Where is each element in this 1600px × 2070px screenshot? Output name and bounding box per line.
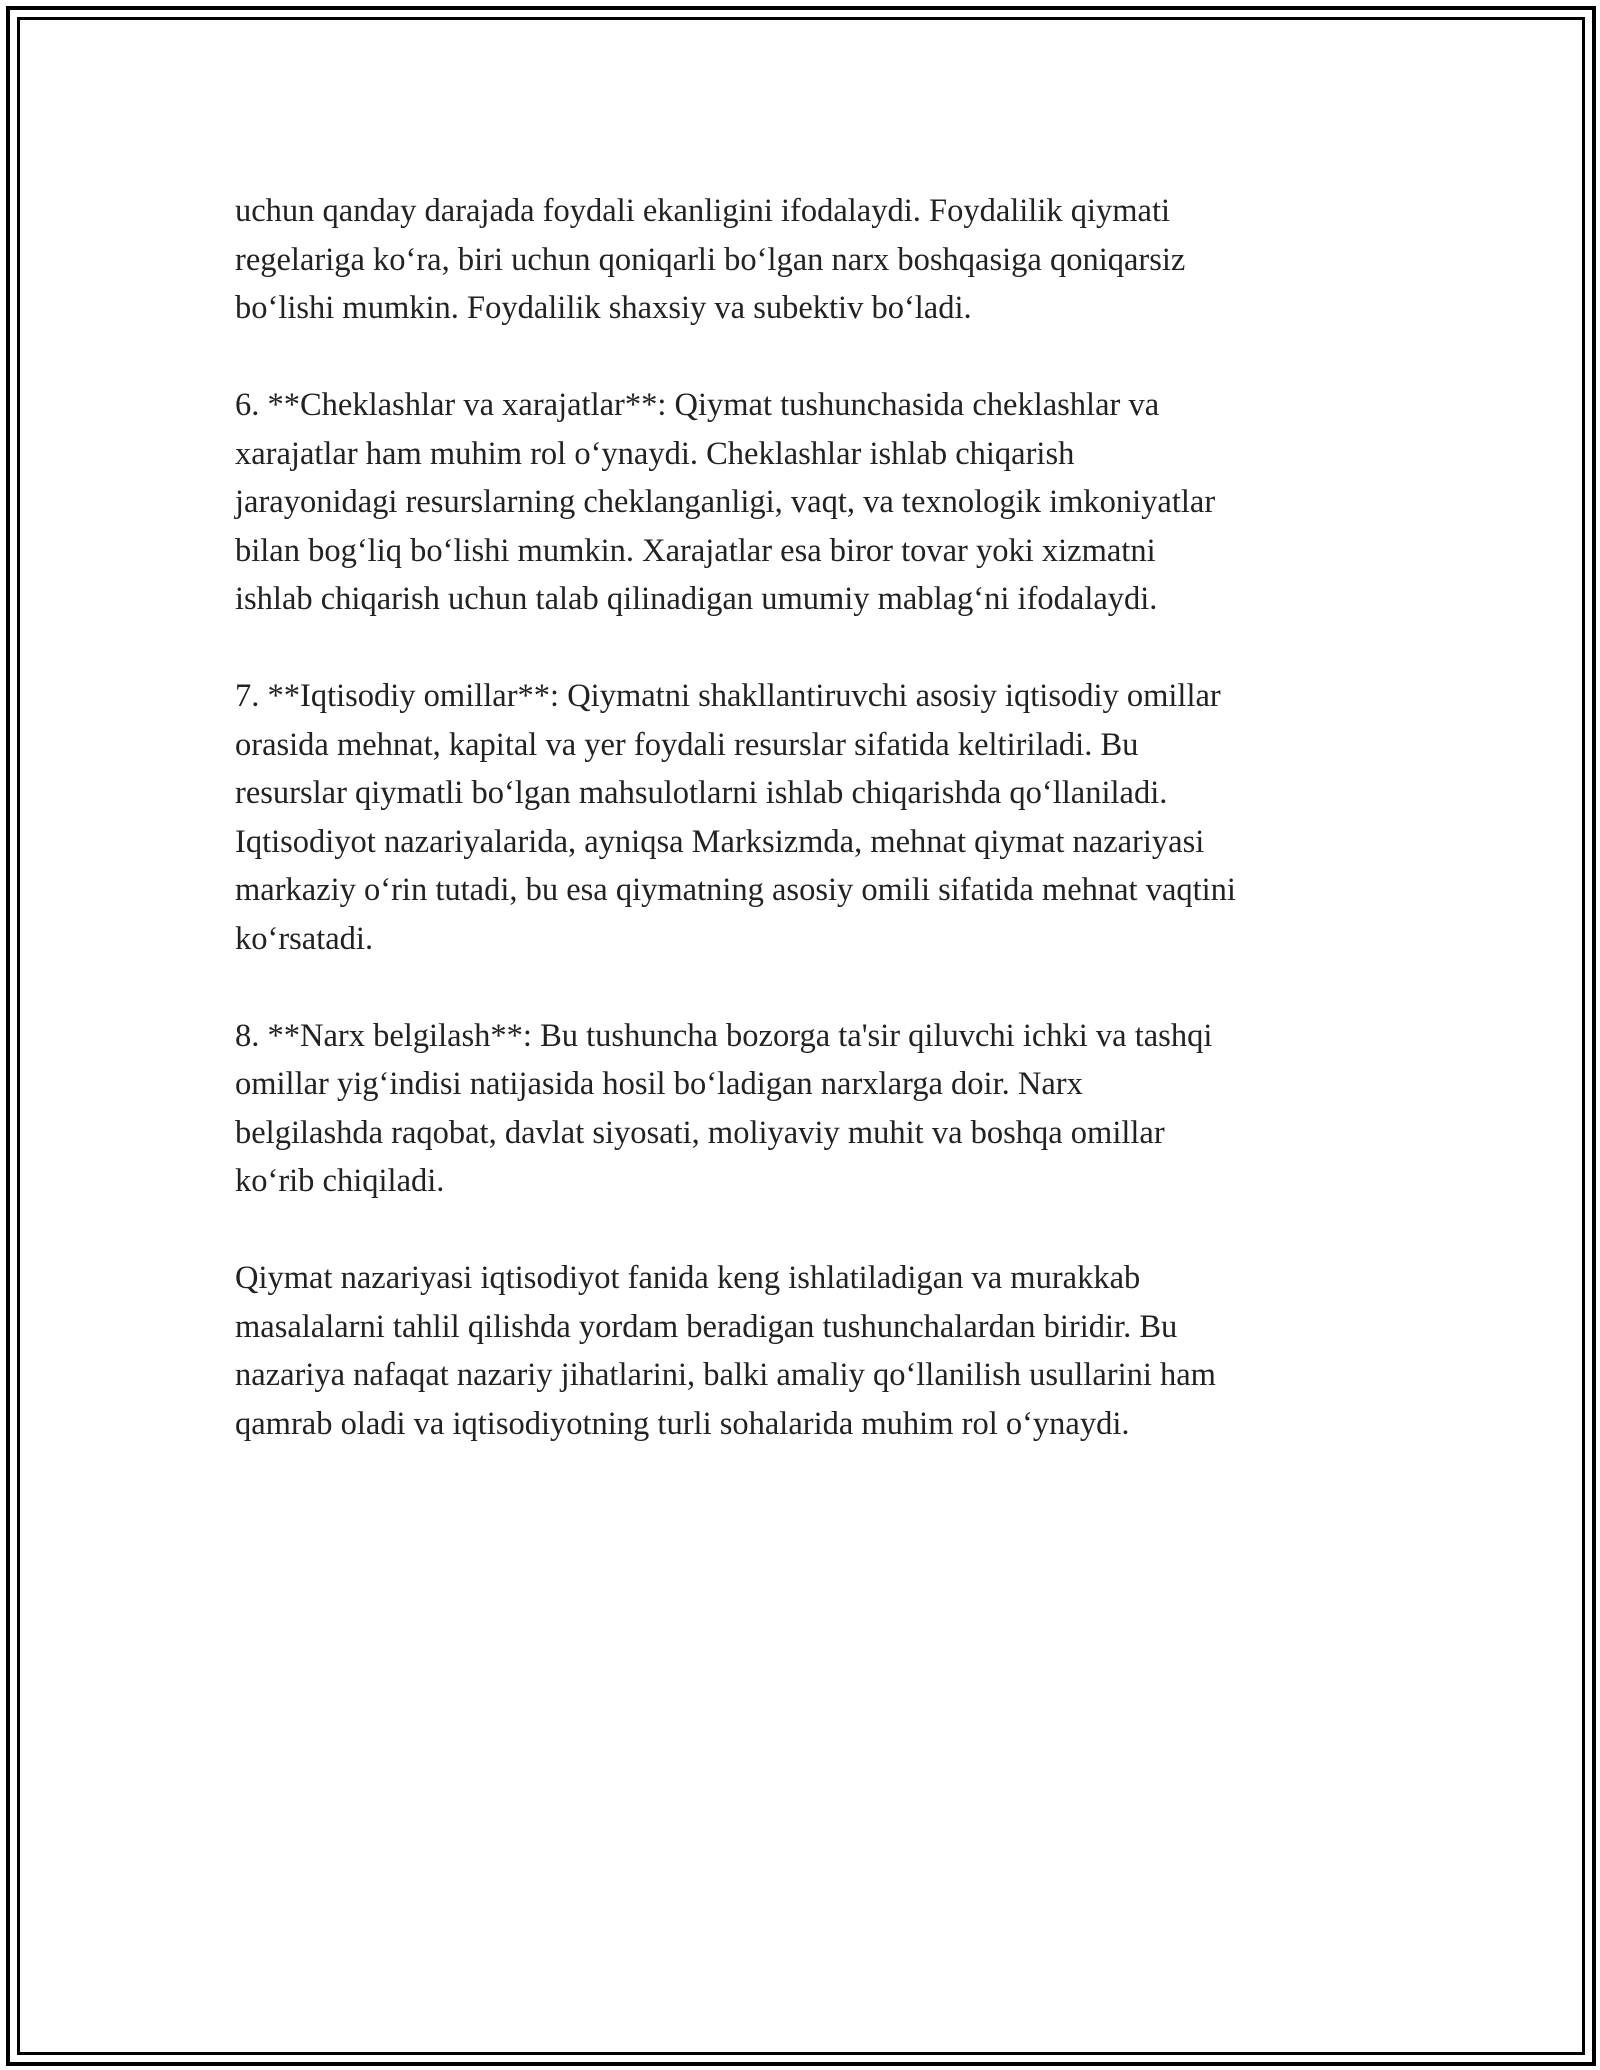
paragraph-constraints-costs: 6. **Cheklashlar va xarajatlar**: Qiymat tushunchasida cheklashlar va xarajatlar ham muhim rol o‘ynaydi. Cheklashlar ishlab chiqarish jarayonidagi resurslarning cheklanganligi, vaqt, va texnologik imkoniyatlar bilan bog‘liq bo‘lishi mumkin. Xarajatlar esa biror tovar yoki xizmatni ishlab chiqarish uchun talab qilinadigan umumiy mablag‘ni ifodalaydi. [235,387,1216,617]
document-body [235,187,1375,1448]
paragraph-pricing: 8. **Narx belgilash**: Bu tushuncha bozorga ta'sir qiluvchi ichki va tashqi omillar yig‘indisi natijasida hosil bo‘ladigan narxlarga doir. Narx belgilashda raqobat, davlat siyosati, moliyaviy muhit va boshqa omillar ko‘rib chiqiladi. [235,1017,1213,1199]
paragraph-utility-continuation: uchun qanday darajada foydali ekanligini ifodalaydi. Foydalilik qiymati regelariga ko‘ra, biri uchun qoniqarli bo‘lgan narx boshqasiga qoniqarsiz bo‘lishi mumkin. Foydalilik shaxsiy va subektiv bo‘ladi. [235,193,1186,326]
paragraph-conclusion: Qiymat nazariyasi iqtisodiyot fanida keng ishlatiladigan va murakkab masalalarni tahlil qilishda yordam beradigan tushunchalardan biridir. Bu nazariya nafaqat nazariy jihatlarini, balki amaliy qo‘llanilish usullarini ham qamrab oladi va iqtisodiyotning turli sohalarida muhim rol o‘ynaydi. [235,1260,1216,1442]
paragraph-economic-factors: 7. **Iqtisodiy omillar**: Qiymatni shakllantiruvchi asosiy iqtisodiy omillar orasida mehnat, kapital va yer foydali resurslar sifatida keltiriladi. Bu resurslar qiymatli bo‘lgan mahsulotlarni ishlab chiqarishda qo‘llaniladi. Iqtisodiyot nazariyalarida, ayniqsa Marksizmda, mehnat qiymat nazariyasi markaziy o‘rin tutadi, bu esa qiymatning asosiy omili sifatida mehnat vaqtini ko‘rsatadi. [235,678,1236,957]
